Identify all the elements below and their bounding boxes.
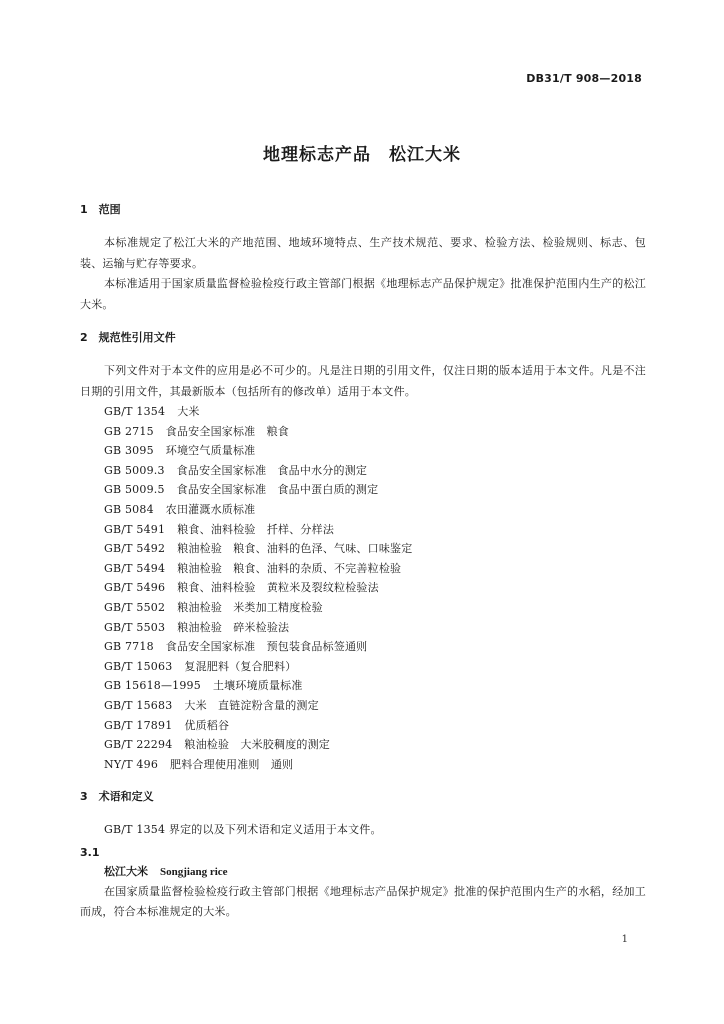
references-intro: 下列文件对于本文件的应用是必不可少的。凡是注日期的引用文件，仅注日期的版本适用于本文件。凡是不注日期的引用文件，其最新版本（包括所有的修改单）适用于本文件。 — [80, 364, 646, 398]
reference-item — [80, 422, 646, 442]
reference-title: 大米 直链淀粉含量的测定 — [184, 698, 319, 712]
section-heading-scope — [80, 200, 646, 220]
reference-item — [80, 500, 646, 520]
term-name-cn: 松江大米 — [104, 864, 148, 878]
reference-item — [80, 461, 646, 481]
reference-title: 粮油检验 碎米检验法 — [177, 620, 290, 634]
reference-title: 粮油检验 粮食、油料的色泽、气味、口味鉴定 — [177, 542, 413, 556]
reference-title: 大米 — [177, 405, 200, 418]
reference-code: GB/T 5496 — [104, 581, 166, 595]
reference-code: GB 7718 — [104, 640, 154, 654]
reference-title: 食品安全国家标准 食品中蛋白质的测定 — [176, 483, 379, 497]
reference-code: NY/T 496 — [104, 757, 159, 771]
term-name-en: Songjiang rice — [160, 865, 228, 878]
terms-intro: GB/T 1354 界定的以及下列术语和定义适用于本文件。 — [104, 823, 382, 837]
reference-code: GB 5009.5 — [104, 483, 165, 497]
reference-title: 食品安全国家标准 预包装食品标签通则 — [165, 640, 368, 654]
reference-code: GB/T 15683 — [104, 698, 173, 712]
reference-item — [80, 676, 646, 696]
reference-title: 肥料合理使用准则 通则 — [170, 757, 294, 771]
reference-code: GB/T 1354 — [104, 405, 166, 418]
reference-item — [80, 480, 646, 500]
term-definition: 在国家质量监督检验检疫行政主管部门根据《地理标志产品保护规定》批准的保护范围内生产的水稻，经加工而成，符合本标准规定的大米。 — [80, 884, 646, 919]
section-heading-normative-references — [80, 328, 646, 348]
term-name — [80, 862, 646, 882]
reference-title: 粮油检验 大米胶稠度的测定 — [184, 738, 331, 752]
reference-item — [80, 637, 646, 657]
reference-code: GB/T 22294 — [104, 738, 173, 752]
reference-list — [80, 402, 646, 774]
section-number: 3 — [80, 790, 88, 804]
reference-item — [80, 402, 646, 422]
term-number: 3.1 — [80, 845, 100, 859]
section-title: 规范性引用文件 — [98, 331, 176, 344]
reference-code: GB/T 5503 — [104, 620, 166, 634]
reference-item — [80, 716, 646, 736]
document-title: 地理标志产品 松江大米 — [263, 145, 461, 165]
scope-paragraph-1: 本标准规定了松江大米的产地范围、地域环境特点、生产技术规范、要求、检验方法、检验规则、标志、包装、运输与贮存等要求。 — [80, 236, 646, 270]
reference-title: 食品安全国家标准 粮食 — [165, 424, 289, 438]
reference-code: GB 3095 — [104, 444, 154, 458]
reference-title: 农田灌溉水质标准 — [165, 502, 256, 516]
reference-title: 粮油检验 米类加工精度检验 — [177, 600, 323, 614]
reference-item — [80, 559, 646, 579]
document-body — [80, 196, 646, 923]
reference-item — [80, 696, 646, 716]
standard-number: DB31/T 908—2018 — [526, 72, 642, 85]
reference-item — [80, 578, 646, 598]
reference-title: 土壤环境质量标准 — [212, 679, 303, 693]
reference-item — [80, 520, 646, 540]
reference-title: 粮食、油料检验 扦样、分样法 — [177, 522, 335, 536]
reference-title: 粮食、油料检验 黄粒米及裂纹粒检验法 — [177, 581, 379, 595]
reference-item — [80, 735, 646, 755]
page-number: 1 — [621, 934, 628, 945]
section-number: 2 — [80, 331, 88, 344]
scope-paragraph-2: 本标准适用于国家质量监督检验检疫行政主管部门根据《地理标志产品保护规定》批准保护范围内生产的松江大米。 — [80, 277, 646, 311]
reference-code: GB/T 5492 — [104, 542, 166, 556]
reference-code: GB 5009.3 — [104, 463, 165, 477]
section-title: 术语和定义 — [98, 790, 154, 804]
reference-item — [80, 441, 646, 461]
reference-code: GB/T 5494 — [104, 561, 166, 575]
reference-item — [80, 618, 646, 638]
reference-title: 粮油检验 粮食、油料的杂质、不完善粒检验 — [177, 561, 402, 575]
reference-code: GB 15618—1995 — [104, 679, 201, 693]
section-heading-terms — [80, 787, 646, 807]
reference-code: GB 5084 — [104, 502, 154, 516]
reference-code: GB 2715 — [104, 424, 154, 438]
reference-title: 环境空气质量标准 — [165, 444, 256, 458]
reference-item — [80, 657, 646, 677]
reference-title: 复混肥料（复合肥料） — [184, 659, 297, 673]
reference-code: GB/T 17891 — [104, 718, 173, 732]
reference-title: 食品安全国家标准 食品中水分的测定 — [176, 463, 368, 477]
reference-item — [80, 598, 646, 618]
reference-title: 优质稻谷 — [184, 718, 230, 732]
section-number: 1 — [80, 203, 88, 216]
reference-item — [80, 539, 646, 559]
reference-code: GB/T 15063 — [104, 659, 173, 673]
reference-code: GB/T 5502 — [104, 600, 166, 614]
section-title: 范围 — [98, 203, 121, 216]
reference-item — [80, 755, 646, 775]
reference-code: GB/T 5491 — [104, 522, 166, 536]
